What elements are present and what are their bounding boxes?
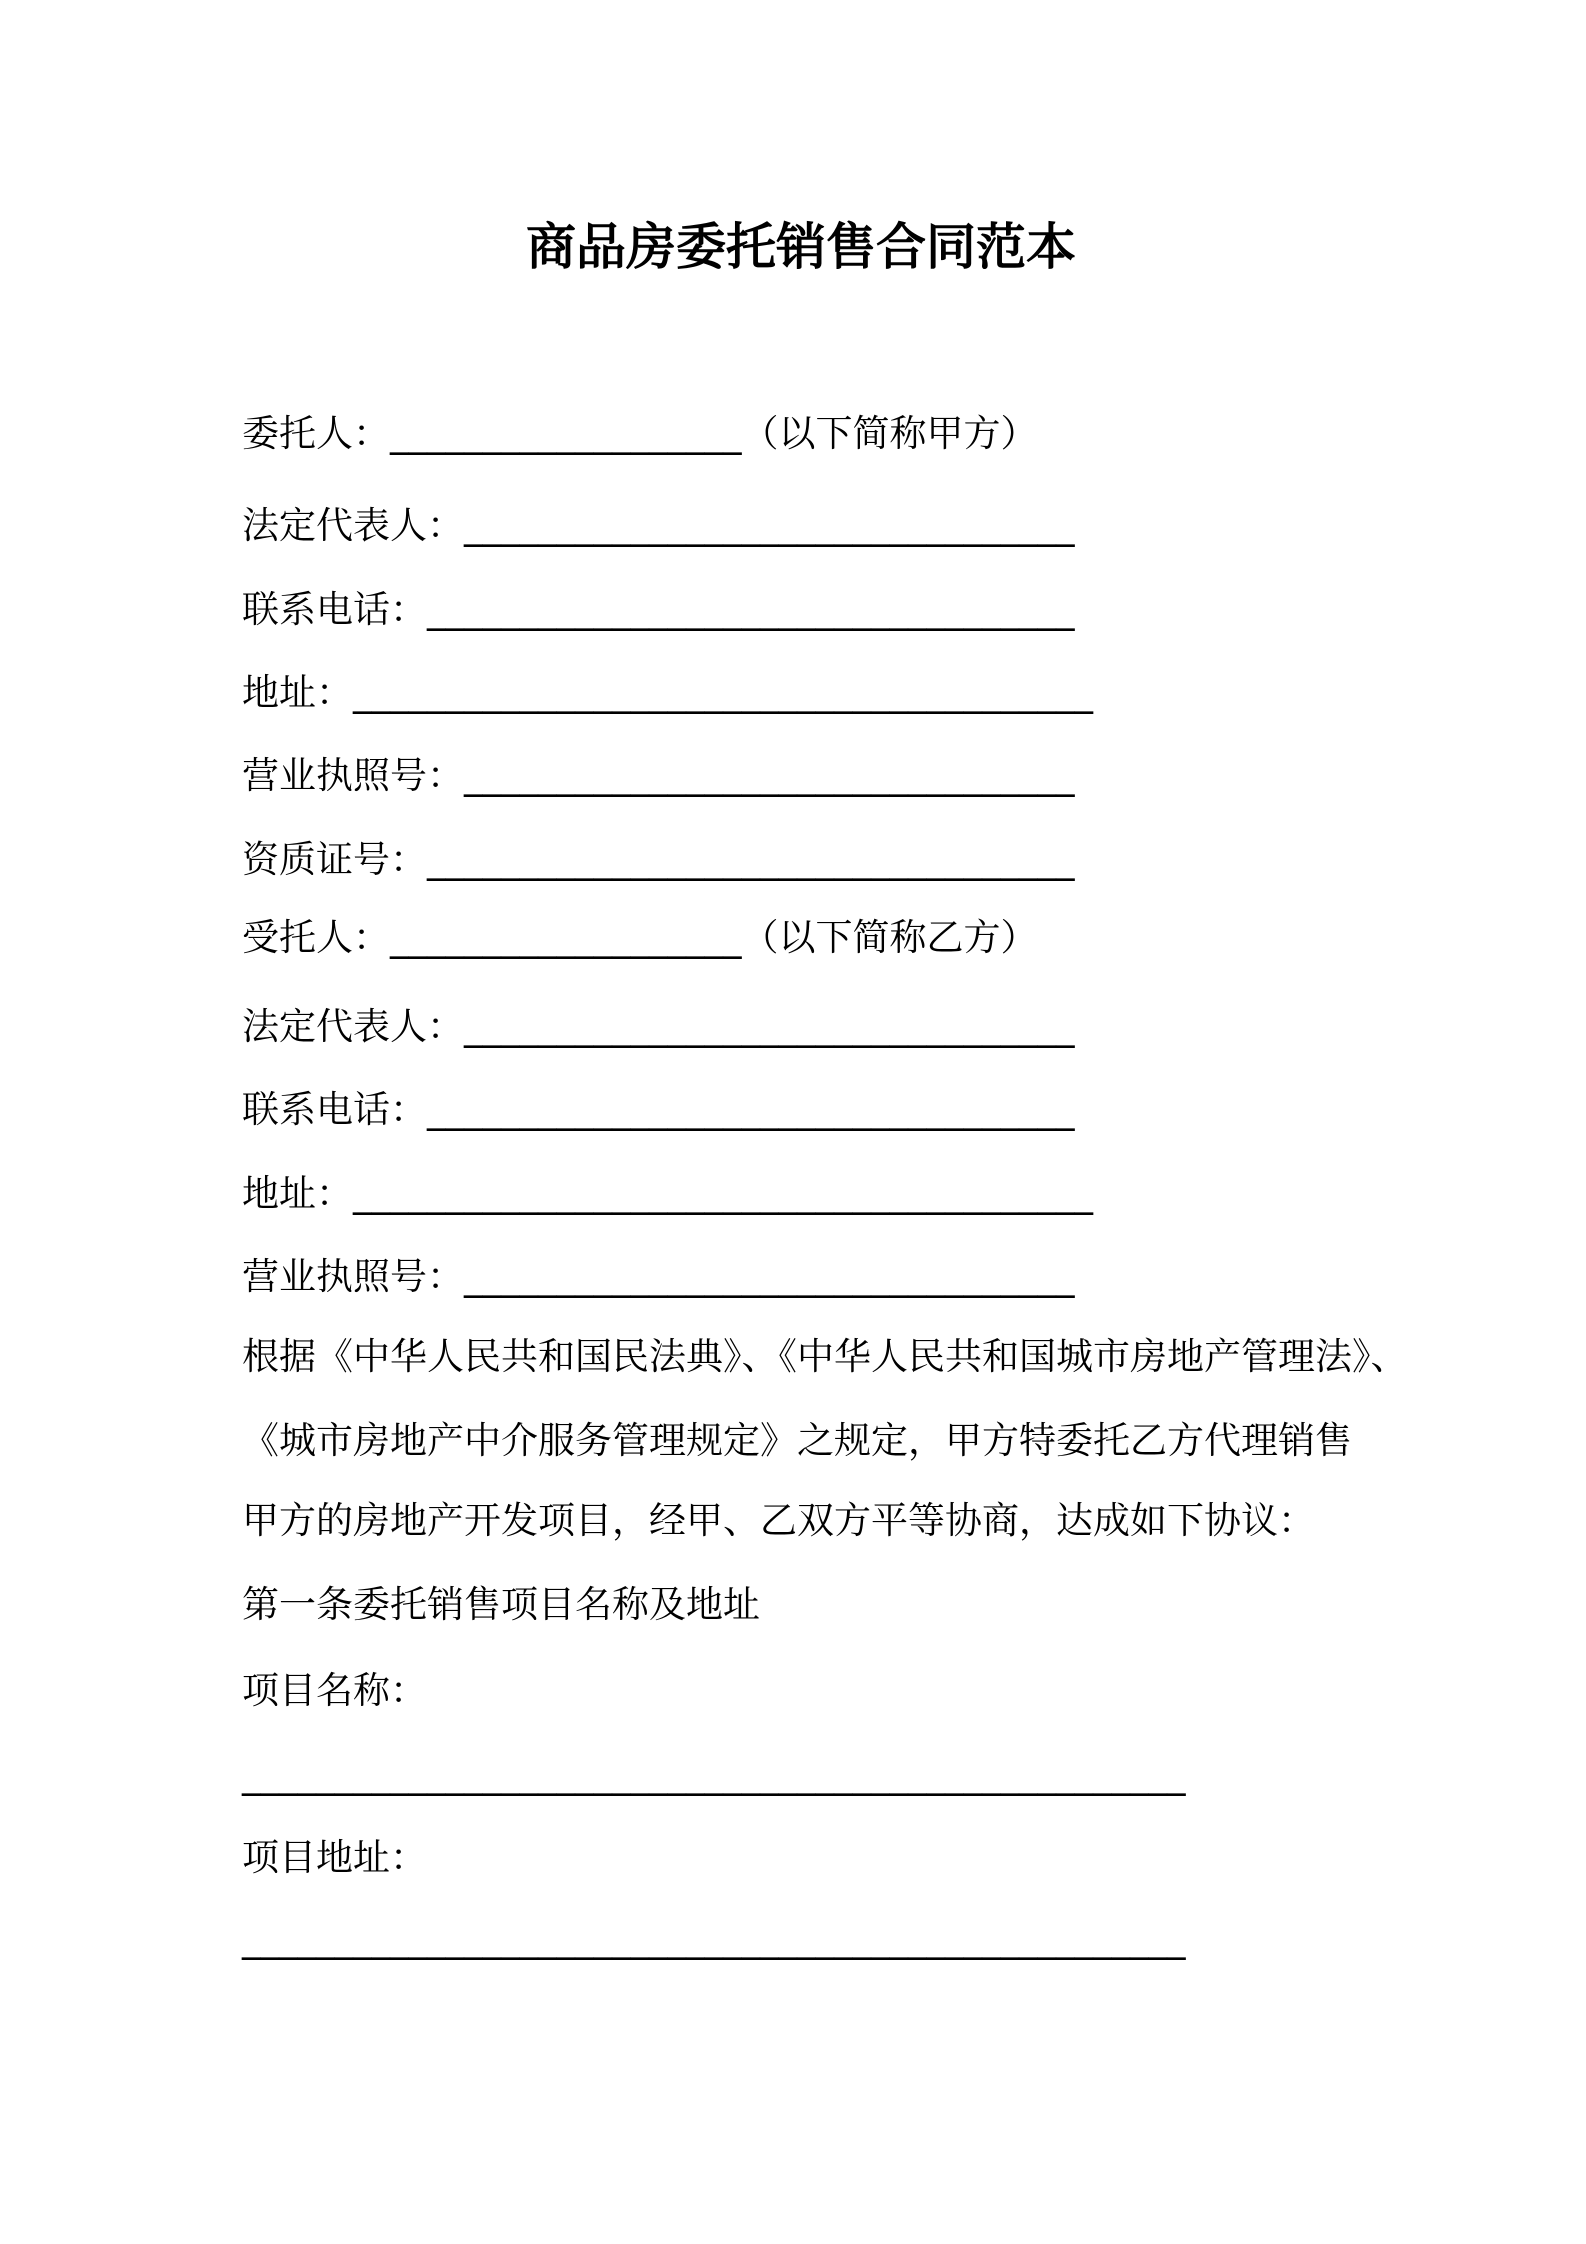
field-label: 法定代表人： — [242, 504, 464, 547]
article-heading: 第一条委托销售项目名称及地址 — [242, 1583, 760, 1626]
party-b-license-row — [242, 1251, 1075, 1303]
preamble-line: 根据《中华人民共和国民法典》、《中华人民共和国城市房地产管理法》、 — [242, 1335, 1408, 1378]
party-b-phone-row — [242, 1084, 1075, 1136]
field-label: 受托人： — [242, 916, 390, 959]
field-label: 资质证号： — [242, 838, 427, 881]
field-label: 联系电话： — [242, 1088, 427, 1131]
party-a-qualification-row — [242, 834, 1075, 886]
field-label: 营业执照号： — [242, 1255, 464, 1298]
blank-line: ___________________________________ — [427, 588, 1075, 631]
document-title: 商品房委托销售合同范本 — [526, 218, 1076, 276]
project-name-blank-line: ___________________________________________________ — [242, 1753, 1186, 1796]
blank-line: _________________________________ — [464, 504, 1075, 547]
field-note: （以下简称甲方） — [741, 412, 1038, 455]
field-label: 地址： — [242, 1172, 353, 1215]
blank-line: ________________________________________ — [353, 671, 1093, 714]
blank-line: _________________________________ — [464, 1255, 1075, 1298]
blank-line: ___________________________________ — [427, 1088, 1075, 1131]
party-a-legal-rep-row — [242, 500, 1075, 552]
preamble-line: 《城市房地产中介服务管理规定》之规定，甲方特委托乙方代理销售 — [242, 1419, 1352, 1462]
project-address-label: 项目地址： — [242, 1836, 427, 1879]
party-a-license-row — [242, 750, 1075, 802]
party-a-phone-row — [242, 584, 1075, 636]
field-label: 地址： — [242, 671, 353, 714]
party-a-client-row — [242, 408, 1038, 460]
field-label: 营业执照号： — [242, 754, 464, 797]
project-address-blank-line: ___________________________________________________ — [242, 1917, 1186, 1960]
project-name-label: 项目名称： — [242, 1669, 427, 1712]
blank-line: _________________________________ — [464, 754, 1075, 797]
blank-line: ___________________ — [390, 412, 742, 455]
blank-line: ___________________________________ — [427, 838, 1075, 881]
field-label: 法定代表人： — [242, 1005, 464, 1048]
field-label: 联系电话： — [242, 588, 427, 631]
blank-line: ___________________ — [390, 916, 742, 959]
party-b-agent-row — [242, 912, 1038, 964]
blank-line: ________________________________________ — [353, 1172, 1093, 1215]
party-a-address-row — [242, 667, 1093, 719]
field-label: 委托人： — [242, 412, 390, 455]
party-b-legal-rep-row — [242, 1001, 1075, 1053]
party-b-address-row — [242, 1168, 1093, 1220]
blank-line: _________________________________ — [464, 1005, 1075, 1048]
field-note: （以下简称乙方） — [741, 916, 1038, 959]
preamble-line: 甲方的房地产开发项目，经甲、乙双方平等协商，达成如下协议： — [242, 1499, 1315, 1542]
